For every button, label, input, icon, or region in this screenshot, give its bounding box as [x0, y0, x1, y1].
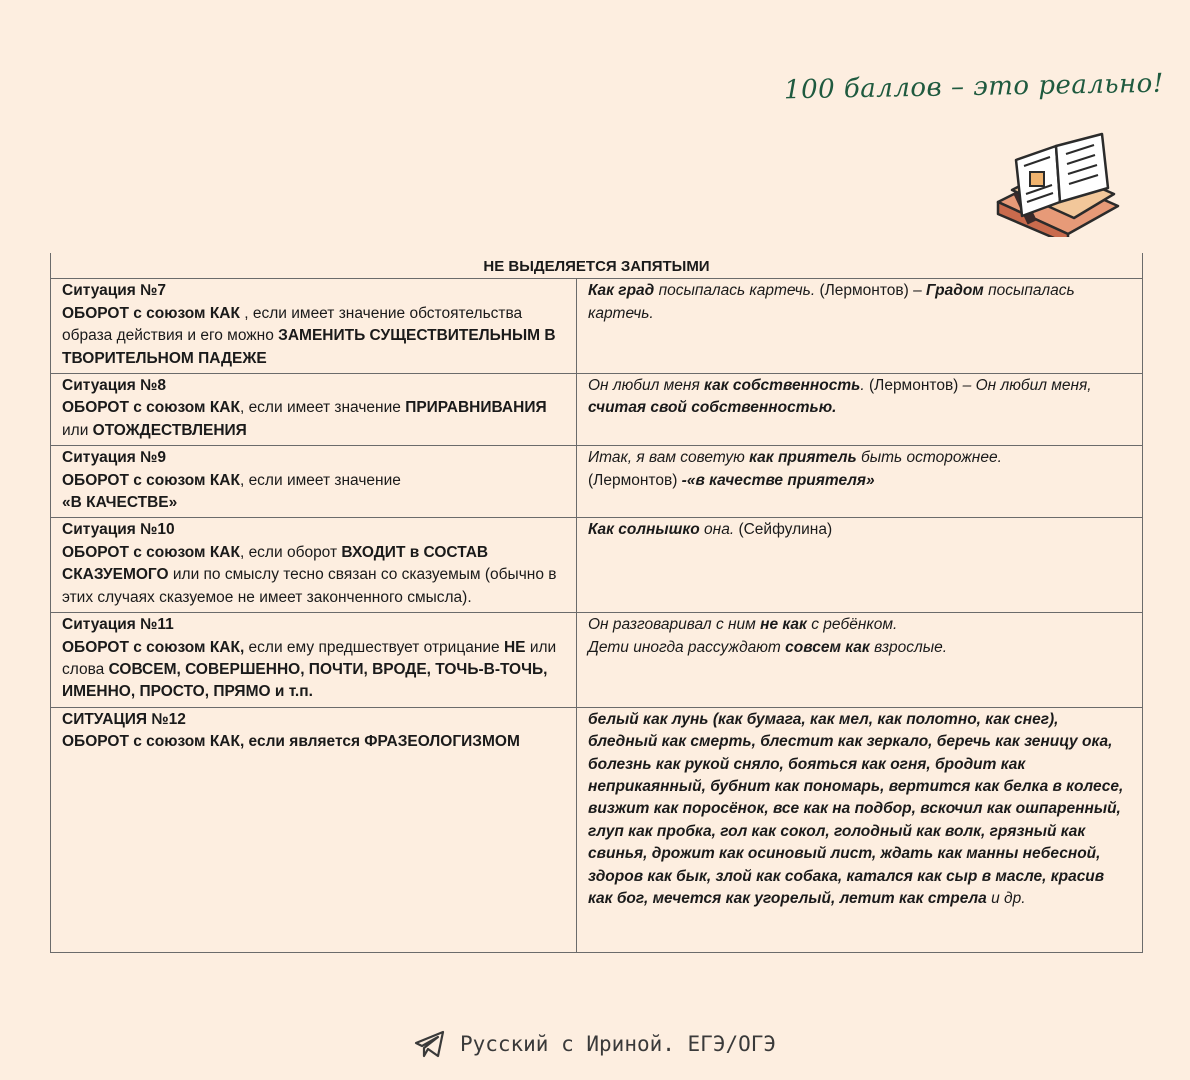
- situation-label: Ситуация №10: [62, 521, 175, 539]
- example-text: и др.: [986, 889, 1026, 907]
- footer: [0, 1030, 1190, 1058]
- example-text: Как град: [588, 282, 655, 300]
- rule-text: ЗАМЕНИТЬ СУЩЕСТВИТЕЛЬНЫМ В ТВОРИТЕЛЬНОМ ПАДЕЖЕ: [62, 327, 556, 367]
- example-text: не как: [760, 616, 807, 634]
- example-text: Он любил меня: [588, 377, 705, 395]
- rule-text: ОТОЖДЕСТВЛЕНИЯ: [92, 421, 247, 439]
- rule-text: ПРИРАВНИВАНИЯ: [405, 399, 547, 417]
- example-text: Как солнышко: [588, 521, 700, 539]
- rule-text: , если оборот: [239, 543, 342, 561]
- telegram-icon[interactable]: [414, 1030, 446, 1058]
- example-author: (Лермонтов): [868, 377, 959, 395]
- rule-text: если ему предшествует отрицание: [244, 638, 504, 656]
- example-text: с ребёнком.: [806, 616, 898, 634]
- example-text: .: [860, 377, 869, 395]
- example-author: (Сейфулина): [738, 521, 833, 539]
- rules-table: [50, 253, 1143, 953]
- rule-cell: [51, 446, 577, 518]
- example-text: взрослые.: [869, 638, 948, 656]
- rule-text: ОБОРОТ с союзом КАК, если является ФРАЗЕОЛОГИЗМОМ: [62, 733, 520, 751]
- example-text: Градом: [926, 282, 984, 300]
- rule-text: или: [62, 421, 93, 439]
- example-cell: [577, 446, 1143, 518]
- rule-text: и т.п.: [270, 683, 313, 701]
- rule-text: ОБОРОТ с союзом КАК,: [62, 638, 245, 656]
- table-title: НЕ ВЫДЕЛЯЕТСЯ ЗАПЯТЫМИ: [51, 253, 1143, 279]
- example-text: как приятель: [749, 449, 857, 467]
- example-cell: [577, 374, 1143, 446]
- rule-text: , если имеет значение: [239, 471, 401, 489]
- example-text: – Он любил меня,: [958, 377, 1092, 395]
- table-row: [51, 707, 1143, 952]
- example-author: (Лермонтов): [588, 471, 682, 489]
- rule-text: «В КАЧЕСТВЕ»: [62, 494, 178, 512]
- books-icon: [990, 132, 1125, 237]
- rule-text: ОБОРОТ с союзом КАК: [62, 304, 240, 322]
- example-text: быть осторожнее.: [856, 449, 1002, 467]
- table-row: [51, 518, 1143, 613]
- situation-label: Ситуация №11: [62, 616, 174, 634]
- rule-text: НЕ: [503, 638, 526, 656]
- example-text: посыпалась картечь.: [654, 282, 820, 300]
- table-header-row: [51, 253, 1143, 279]
- example-text: как собственность: [704, 377, 861, 395]
- rule-cell: [51, 374, 577, 446]
- example-text: она.: [699, 521, 739, 539]
- example-cell: [577, 518, 1143, 613]
- table-row: [51, 446, 1143, 518]
- example-text: -«в качестве приятеля»: [681, 471, 875, 489]
- rule-text: или по смыслу тесно связан со сказуемым (обычно в этих случаях сказуемое не имеет законченного смысла).: [62, 566, 557, 606]
- example-author: (Лермонтов) –: [819, 282, 927, 300]
- rule-text: СОВСЕМ, СОВЕРШЕННО, ПОЧТИ, ВРОДЕ, ТОЧЬ-В-ТОЧЬ, ИМЕННО, ПРОСТО, ПРЯМО: [62, 660, 548, 701]
- rule-cell: [51, 613, 577, 708]
- rule-text: , если имеет значение обстоятельства образа действия и его можно: [62, 304, 523, 345]
- rule-cell: [51, 279, 577, 374]
- situation-label: СИТУАЦИЯ №12: [62, 710, 186, 728]
- rule-text: ОБОРОТ с союзом КАК: [62, 399, 240, 417]
- example-cell: [577, 707, 1143, 952]
- rule-text: ОБОРОТ с союзом КАК: [62, 471, 240, 489]
- rule-cell: [51, 707, 577, 952]
- rule-text: ОБОРОТ с союзом КАК: [62, 543, 240, 561]
- rule-cell: [51, 518, 577, 613]
- example-cell: [577, 613, 1143, 708]
- table-row: [51, 279, 1143, 374]
- example-text: посыпалась картечь.: [588, 282, 1075, 322]
- table-row: [51, 374, 1143, 446]
- situation-label: Ситуация №8: [62, 377, 167, 395]
- slogan: 100 баллов – это реально!: [783, 68, 1165, 106]
- example-text: считая свой собственностью.: [588, 399, 837, 417]
- situation-label: Ситуация №7: [62, 282, 167, 300]
- rule-text: или слова: [62, 638, 557, 678]
- rule-text: ВХОДИТ в СОСТАВ СКАЗУЕМОГО: [62, 543, 489, 584]
- example-text: Дети иногда рассуждают: [588, 638, 786, 656]
- example-text: Итак, я вам советую: [588, 449, 750, 467]
- idioms-list: белый как лунь (как бумага, как мел, как полотно, как снег), бледный как смерть, блестит как зеркало, беречь как зеницу ока, болезнь как рукой сняло, бояться как огня, бродит как неприкаянный, бубнит как пономарь, вертится как белка в колесе, визжит как поросёнок, все как на подбор, вскочил как ошпаренный, глуп как пробка, гол как сокол, голодный как волк, грязный как свинья, дрожит как осиновый лист, ждать как манны небесной, здоров как бык, злой как собака, катался как сыр в масле, красив как бог, мечется как угорелый, летит как стрела: [588, 710, 1124, 907]
- example-text: совсем как: [785, 638, 870, 656]
- rule-text: , если имеет значение: [239, 399, 406, 417]
- table-row: [51, 613, 1143, 708]
- example-cell: [577, 279, 1143, 374]
- channel-name[interactable]: Русский с Ириной. ЕГЭ/ОГЭ: [459, 1032, 777, 1056]
- example-text: Он разговаривал с ним: [588, 616, 761, 634]
- situation-label: Ситуация №9: [62, 449, 167, 467]
